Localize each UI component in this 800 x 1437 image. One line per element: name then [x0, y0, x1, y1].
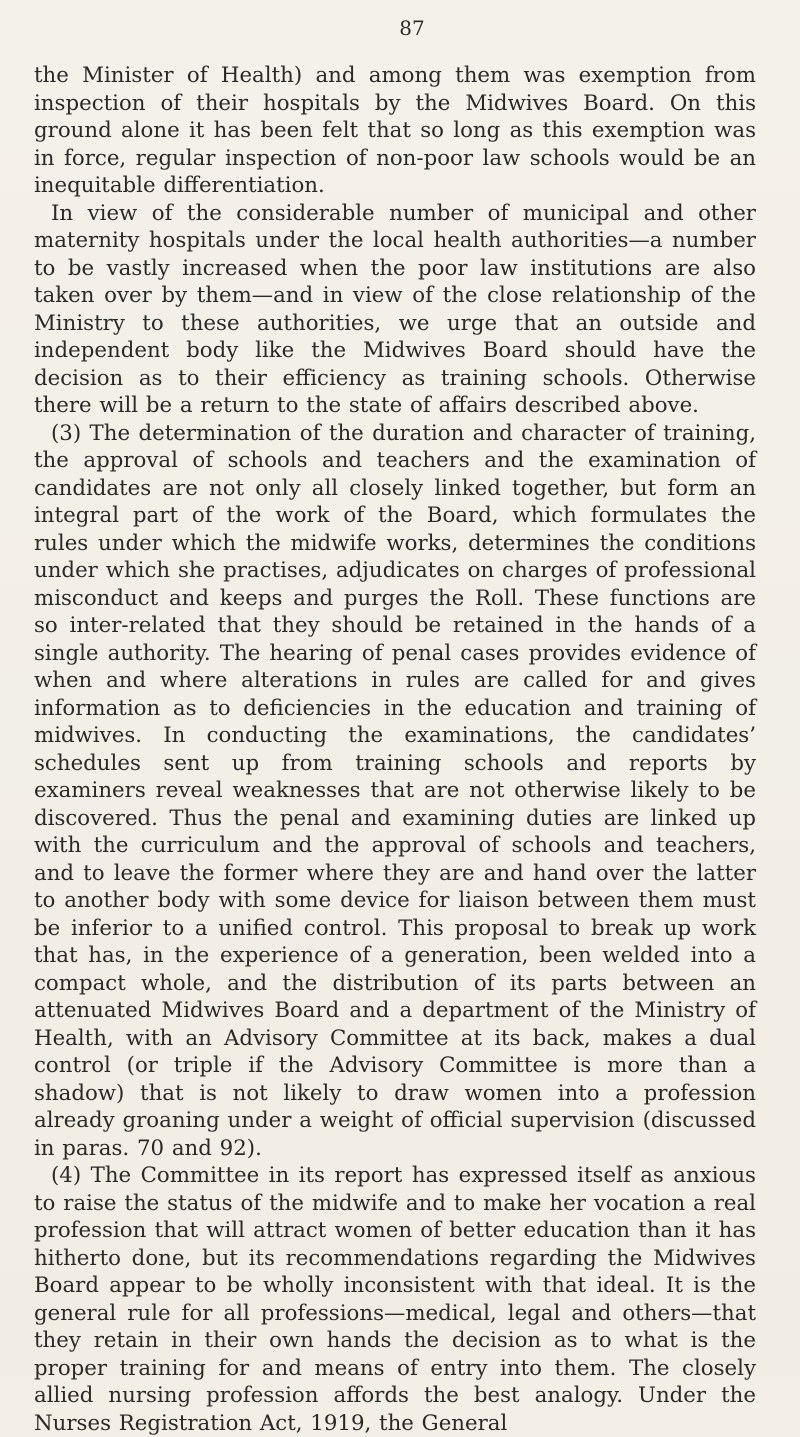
page-number: 87	[399, 16, 425, 40]
paragraph-point-3: (3) The determination of the duration and character of training, the approval of schools and teachers and the examination of candidates are not only all closely linked together, but form an integral part of the work of the Board, which formulates the rules under which the midwife works, determines the conditions under which she practises, adjudicates on charges of professional misconduct and keeps and purges the Roll. These functions are so inter-related that they should be retained in the hands of a single authority. The hearing of penal cases provides evidence of when and where alterations in rules are called for and gives information as to deficiencies in the education and training of midwives. In conducting the examinations, the candidates’ schedules sent up from training schools and reports by examiners reveal weaknesses that are not otherwise likely to be discovered. Thus the penal and examining duties are linked up with the curriculum and the approval of schools and teachers, and to leave the former where they are and hand over the latter to another body with some device for liaison between them must be inferior to a unified control. This proposal to break up work that has, in the experience of a generation, been welded into a compact whole, and the distribution of its parts between an attenuated Midwives Board and a department of the Ministry of Health, with an Advisory Committee at its back, makes a dual control (or triple if the Advisory Committee is more than a shadow) that is not likely to draw women into a profession already groaning under a weight of official supervision (discussed in paras. 70 and 92).	[34, 420, 756, 1161]
paragraph-point-4: (4) The Committee in its report has expressed itself as anxious to raise the status of the midwife and to make her vocation a real profession that will attract women of better education than it has hitherto done, but its recommendations regarding the Midwives Board appear to be wholly inconsistent with that ideal. It is the general rule for all professions—medical, legal and others—that they retain in their own hands the decision as to what is the proper training for and means of entry into them. The closely allied nursing profession affords the best analogy. Under the Nurses Registration Act, 1919, the General	[34, 1163, 756, 1436]
paragraph-municipal-hospitals: In view of the considerable number of municipal and other maternity hospitals under the local health authorities—a number to be vastly increased when the poor law institutions are also taken over by them—and in view of the close relationship of the Ministry to these authorities, we urge that an outside and independent body like the Midwives Board should have the decision as to their efficiency as training schools. Otherwise there will be a return to the state of affairs described above.	[34, 200, 756, 418]
paragraph-continuation: the Minister of Health) and among them was exemption from inspection of their hospitals by the Midwives Board. On this ground alone it has been felt that so long as this exemption was in force, regular inspection of non-poor law schools would be an inequitable differentiation.	[34, 63, 756, 198]
